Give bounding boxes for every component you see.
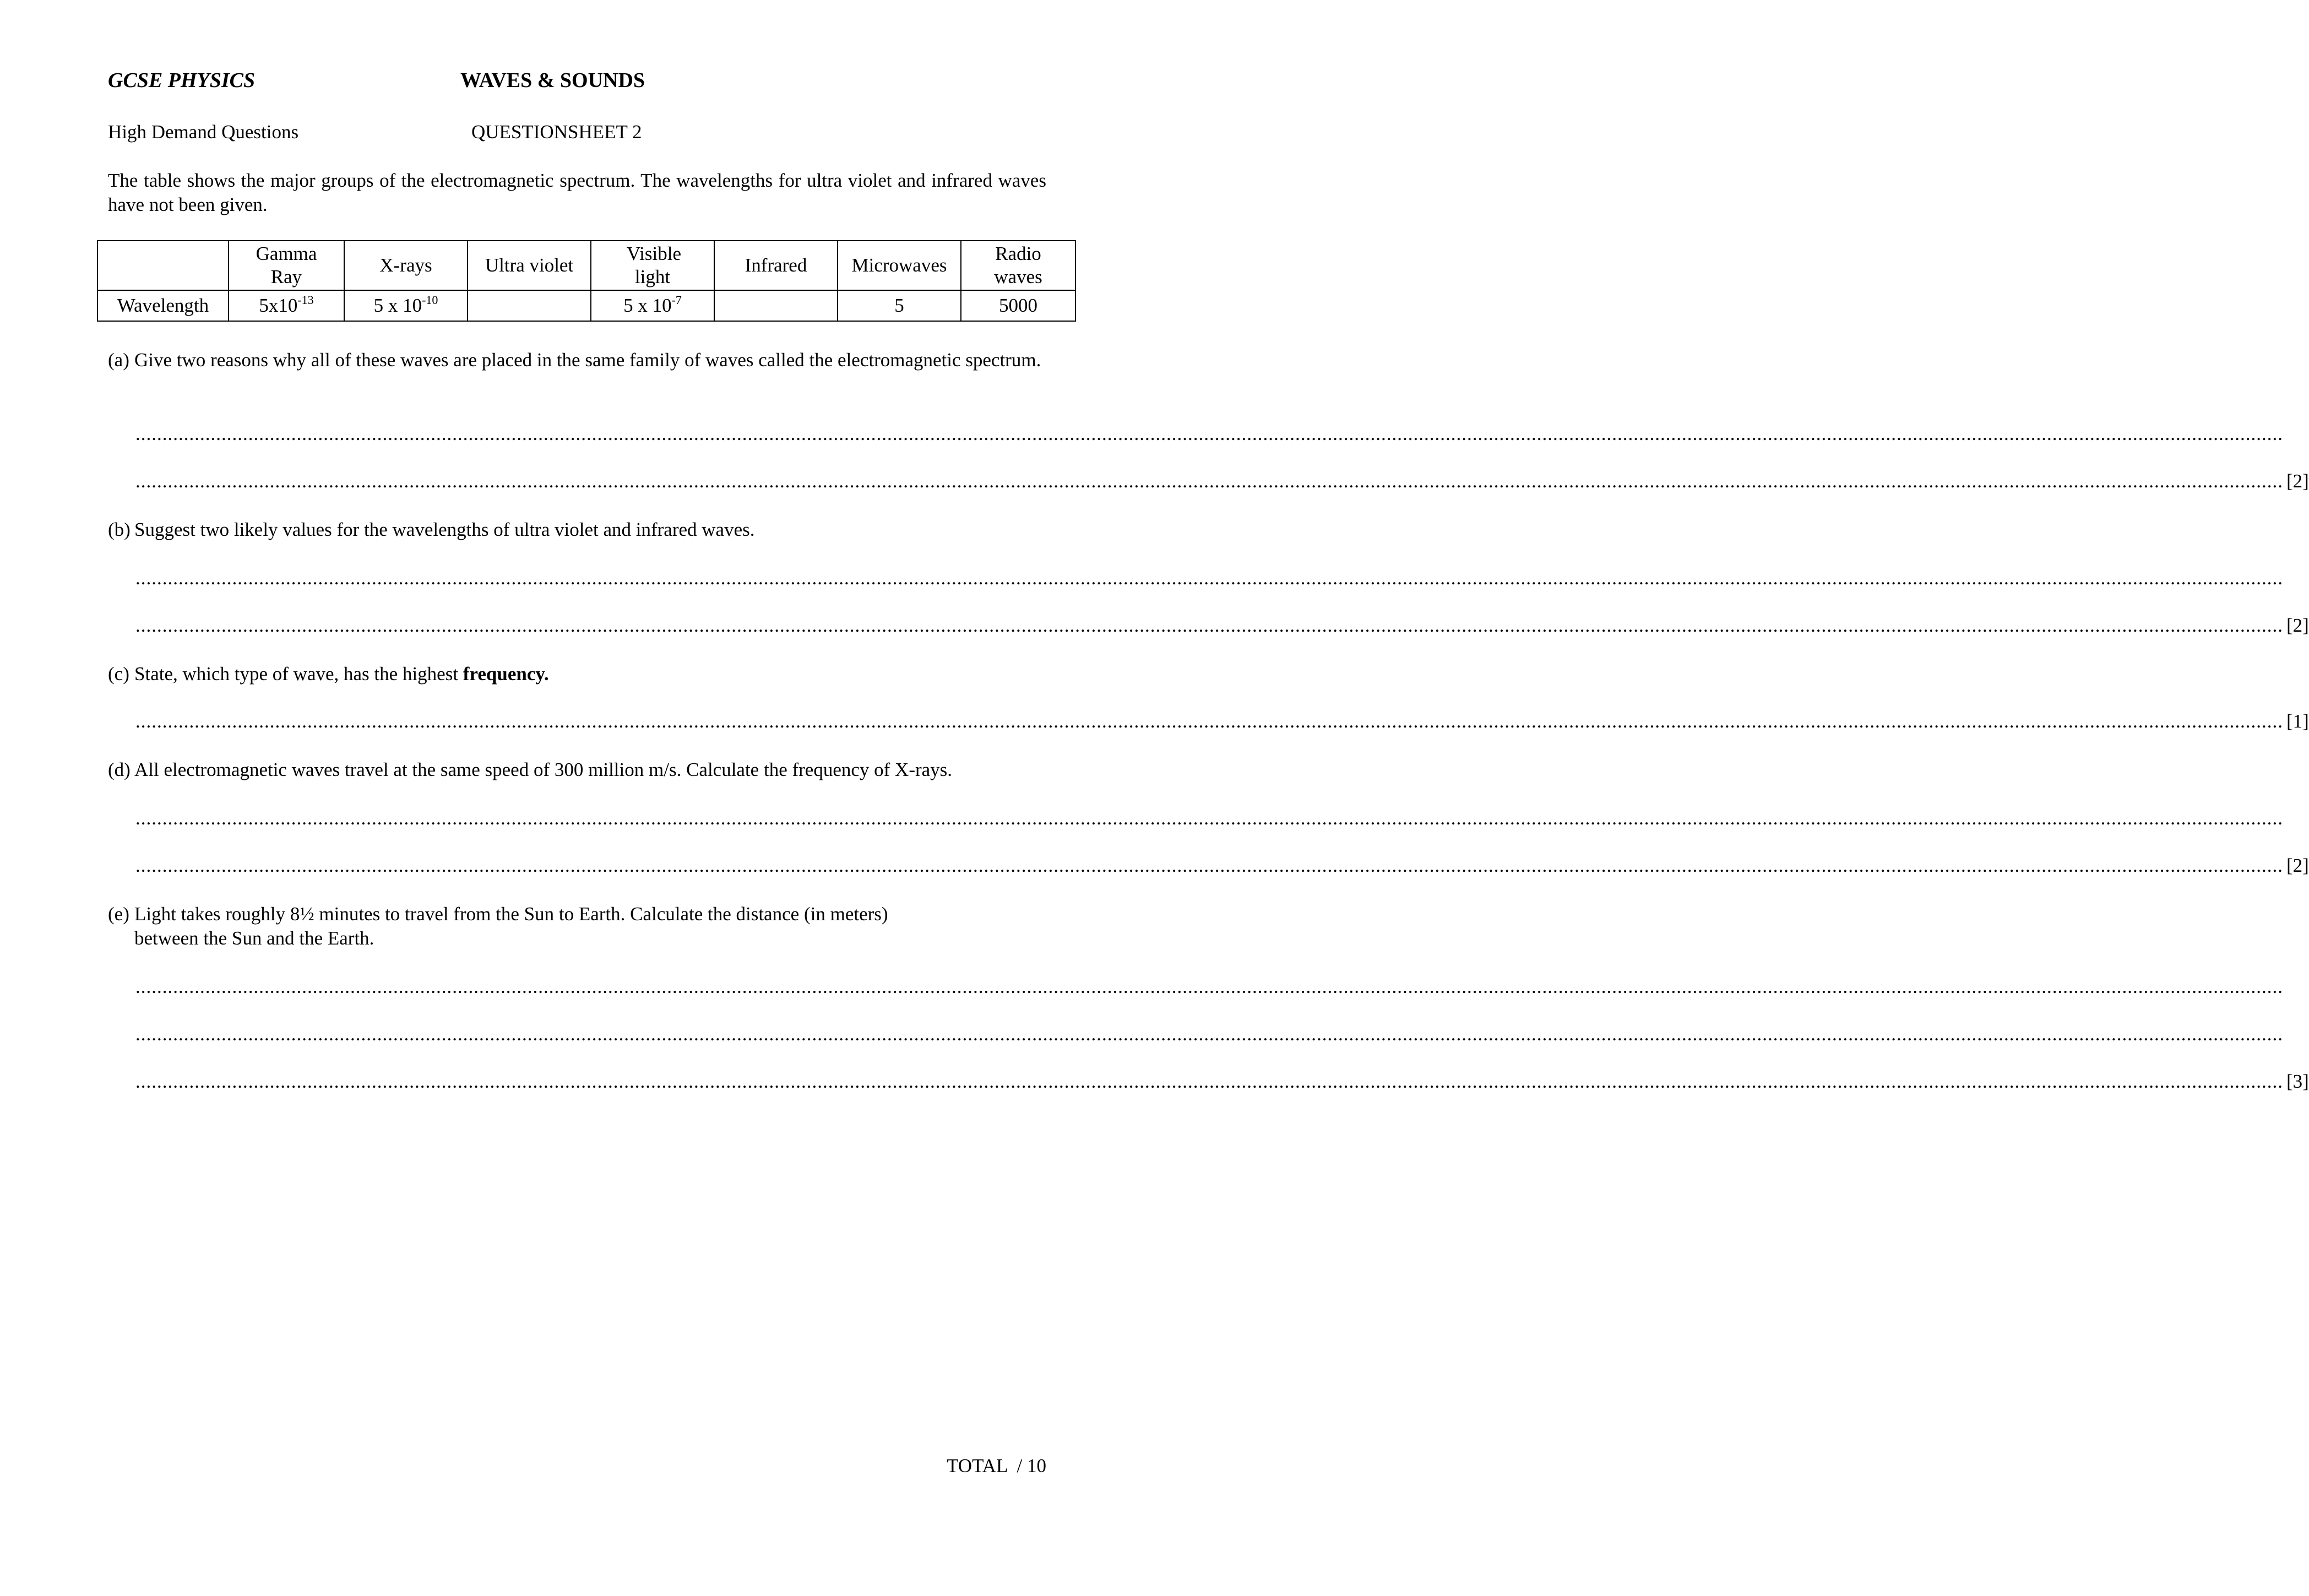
- question-d-text: All electromagnetic waves travel at the same speed of 300 million m/s. Calculate the frequency of X-rays.: [134, 759, 953, 780]
- total-marks: TOTAL / 10: [947, 1455, 1046, 1476]
- subject-title: GCSE PHYSICS: [108, 69, 256, 92]
- question-b-label: (b): [108, 519, 131, 540]
- question-c-label: (c): [108, 663, 129, 685]
- answer-line[interactable]: ................................................................................................................................................................................................................................................................................................................................................................................................................ [2]: [135, 469, 1046, 493]
- questionsheet-label: QUESTIONSHEET 2: [471, 121, 642, 143]
- question-d-label: (d): [108, 759, 131, 780]
- table-cell: 5 x $10^{-10}$: [344, 290, 468, 321]
- question-c-text: State, which type of wave, has the highest frequency.: [134, 663, 549, 685]
- marks-label: [2]: [2286, 470, 2309, 492]
- table-header-cell: Microwaves: [838, 241, 961, 290]
- answer-line[interactable]: ................................................................................................................................................................................................................................................................................................................................................................................................................: [135, 976, 2283, 997]
- table-cell: $5x10^{-13}$: [229, 290, 344, 321]
- marks-label: [2]: [2286, 615, 2309, 636]
- table-header-cell: [97, 241, 229, 290]
- question-e-text-line2: between the Sun and the Earth.: [134, 927, 374, 949]
- marks-label: [2]: [2286, 855, 2309, 876]
- difficulty-label: High Demand Questions: [108, 121, 299, 143]
- table-row: [97, 290, 1075, 321]
- table-cell: 5: [838, 290, 961, 321]
- table-header-cell: Gamma Ray: [229, 241, 344, 290]
- answer-line[interactable]: ................................................................................................................................................................................................................................................................................................................................................................................................................ [2]: [135, 614, 1046, 638]
- answer-line[interactable]: ................................................................................................................................................................................................................................................................................................................................................................................................................ [1]: [135, 709, 1046, 734]
- table-cell: [468, 290, 591, 321]
- table-cell: 5000: [961, 290, 1075, 321]
- question-a-label: (a): [108, 349, 129, 371]
- answer-line[interactable]: ................................................................................................................................................................................................................................................................................................................................................................................................................ [2]: [135, 854, 1046, 878]
- question-e-label: (e): [108, 903, 129, 925]
- intro-paragraph: The table shows the major groups of the electromagnetic spectrum. The wavelengths for ultra violet and infrared waves have not been given.: [108, 170, 1046, 215]
- marks-label: [3]: [2286, 1071, 2309, 1092]
- topic-title: WAVES & SOUNDS: [460, 69, 645, 92]
- table-header-cell: Radio waves: [961, 241, 1075, 290]
- em-spectrum-table: [97, 240, 1076, 322]
- table-header-cell: X-rays: [344, 241, 468, 290]
- question-e-text-line1: Light takes roughly 8½ minutes to travel from the Sun to Earth. Calculate the distance (in meters): [134, 903, 888, 925]
- question-a-text: Give two reasons why all of these waves are placed in the same family of waves called the electromagnetic spectrum.: [134, 349, 1041, 371]
- answer-line[interactable]: ................................................................................................................................................................................................................................................................................................................................................................................................................: [135, 807, 2283, 829]
- table-header-row: [97, 241, 1075, 290]
- table-header-cell: Ultra violet: [468, 241, 591, 290]
- marks-label: [1]: [2286, 710, 2309, 732]
- table-header-cell: Infrared: [714, 241, 838, 290]
- answer-line[interactable]: ................................................................................................................................................................................................................................................................................................................................................................................................................: [135, 1023, 2283, 1045]
- row-label: Wavelength: [97, 290, 229, 321]
- table-cell: 5 x $10^{-7}$: [591, 290, 714, 321]
- answer-line[interactable]: ................................................................................................................................................................................................................................................................................................................................................................................................................: [135, 423, 2283, 444]
- table-header-cell: Visible light: [591, 241, 714, 290]
- table-cell: [714, 290, 838, 321]
- answer-line[interactable]: ................................................................................................................................................................................................................................................................................................................................................................................................................: [135, 567, 2283, 589]
- answer-line[interactable]: ................................................................................................................................................................................................................................................................................................................................................................................................................ [3]: [135, 1070, 1046, 1094]
- question-b-text: Suggest two likely values for the wavelengths of ultra violet and infrared waves.: [134, 519, 755, 540]
